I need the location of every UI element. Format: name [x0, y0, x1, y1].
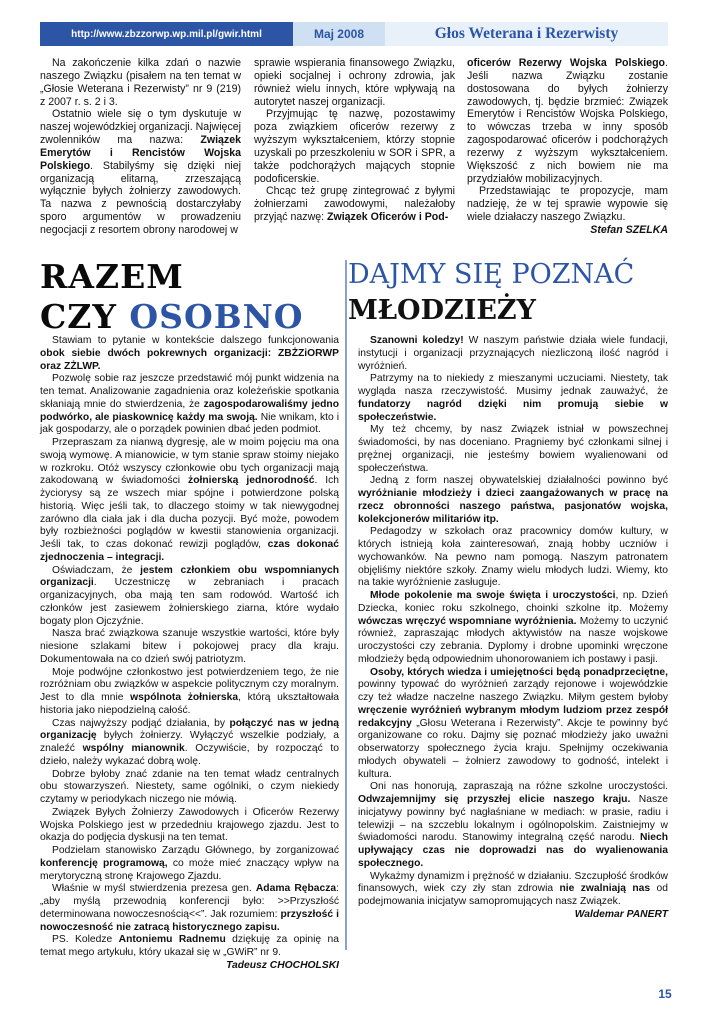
header-date: Maj 2008 — [293, 22, 385, 46]
paragraph: oficerów Rezerwy Wojska Polskiego. Jeśli nazwa Związku zostanie dostosowana do byłych żołnierzy zawodowych, tj. będzie brzmieć: Związek Emerytów i Rencistów Wojska Polskiego, to wówczas trzeba w inny sposób zagospodarować oficerów i podchorążych rezerwy z wyższym wykształceniem. Większość z nich bowiem nie ma przydziałów mobilizacyjnych. — [467, 57, 668, 185]
paragraph: Osoby, których wiedza i umiejętności będą ponadprzeciętne, powinny typować do wyróżnień zarządy rejonowe i wojewódzkie czy też władze naczelne naszego Związku. Miłym gestem byłoby wręczenie wyróżnień wybranym młodym ludziom przez zespół redakcyjny „Głosu Weterana i Rezerwisty”. Akcje te powinny być organizowane co roku. Dajmy się poznać młodzieży jako uważni obserwatorzy społecznego życia kraju. Spełnijmy oczekiwania młodych obywateli – żołnierz zawodowy to godność, intelekt i kultura. — [358, 666, 668, 780]
paragraph: Oni nas honorują, zapraszają na różne szkolne uroczystości. Odwzajemnijmy się przyszłej elicie naszego kraju. Nasze inicjatywy powinny być nagłaśniane w mediach: w prasie, radiu i telewizji – na szczeblu lokalnym i ogólnopolskim. Zaistniejmy w świadomości narodu. Stanowimy integralną część narodu. Niech upływający czas nie doprowadzi nas do wyalienowania społecznego. — [358, 781, 668, 869]
top-column-2 — [254, 57, 455, 224]
paragraph: Czas najwyższy podjąć działania, by połączyć nas w jedną organizację byłych żołnierzy. Wyłączyć wszelkie podziały, a znaleźć wspólny mianownik. Oczywiście, by rozpocząć to dzieło, należy wykazać dobrą wolę. — [40, 717, 340, 767]
author-signature: Tadeusz CHOCHOLSKI — [226, 959, 339, 971]
left-article-body — [40, 335, 339, 973]
page-header — [40, 22, 668, 46]
column-divider — [345, 260, 347, 950]
paragraph: Pozwolę sobie raz jeszcze przedstawić mój punkt widzenia na ten temat. Analizowanie zagadnienia oraz koleżeńskie spotkania skłaniają mnie do stwierdzenia, że zagospodarowaliśmy jedno podwórko, ale piaskownicę każdy ma swoją. Nie wnikam, kto i jak gospodarzy, ale o porządek powinien dbać jeden podmiot. — [40, 373, 340, 436]
right-article-body — [358, 335, 668, 922]
title-line: DAJMY SIĘ POZNAĆ — [348, 259, 635, 290]
paragraph: Właśnie w myśl stwierdzenia prezesa gen. Adama Rębacza: „aby myślą przewodnią konferencji było: >>Przyszłość determinowana nowoczesnością<<”. Jak rozumiem: przyszłość i nowoczesność nie zatracą historycznego zapisu. — [40, 883, 339, 933]
left-article-title — [40, 257, 340, 337]
header-url[interactable]: http://www.zbzzorwp.wp.mil.pl/gwir.html — [40, 22, 293, 46]
title-line: CZY OSOBNO — [40, 297, 304, 336]
author-signature: Stefan SZELKA — [590, 223, 668, 236]
author-signature: Waldemar PANERT — [574, 908, 668, 920]
paragraph: sprawie wspierania finansowego Związku, opieki socjalnej i ochrony zdrowia, jak również wielu innych, które wpływają na autorytet naszej organizacji. — [254, 57, 455, 108]
paragraph: Przyjmując tę nazwę, pozostawimy poza związkiem oficerów rezerwy z wyższym wykształceniem, którzy stopnie uzyskali po przeszkoleniu w SOR i SPR, a także podchorążych mających stopnie podoficerskie. — [254, 108, 455, 185]
paragraph: Związek Byłych Żołnierzy Zawodowych i Oficerów Rezerwy Wojska Polskiego jest w przededniu krajowego zjazdu. Jest to okazja do podjęcia dyskusji na ten temat. — [40, 806, 339, 844]
paragraph: Przedstawiając te propozycje, mam nadzieję, że w tej sprawie wypowie się wiele działaczy naszego Związku. — [467, 185, 668, 224]
paragraph: Stawiam to pytanie w kontekście dalszego funkcjonowania obok siebie dwóch pokrewnych organizacji: ZBŻZiORWP oraz ZŻLWP. — [40, 335, 339, 372]
paragraph: Oświadczam, że jestem członkiem obu wspomnianych organizacji. Uczestniczę w zebraniach i pracach organizacyjnych, oba mają ten sam rodowód. Wartość ich członków jest zasiewem żołnierskiego ziarna, które wydało bogaty plon Ojczyźnie. — [40, 564, 339, 627]
paragraph: Nasza brać związkowa szanuje wszystkie wartości, które były niesione szlakami bitew i pokojowej pracy dla kraju. Dokumentowała na co dzień swój patriotyzm. — [40, 628, 339, 665]
paragraph: Szanowni koledzy! W naszym państwie działa wiele fundacji, instytucji i organizacji przyznających niezliczoną ilość nagród i wyróżnień. — [358, 335, 668, 372]
paragraph: Patrzymy na to niekiedy z mieszanymi uczuciami. Niestety, tak wygląda nasza rzeczywistość. Musimy jednak zauważyć, że fundatorzy nagród dzięki nim promują siebie w społeczeństwie. — [358, 373, 668, 423]
top-column-3 — [467, 57, 668, 237]
paragraph: Ostatnio wiele się o tym dyskutuje w naszej wojewódzkiej organizacji. Najwięcej zwolenników ma nazwa: Związek Emerytów i Rencistów Wojska Polskiego. Stabilyśmy się dzięki niej organizacją elitarną, zrzeszającą wyłącznie byłych żołnierzy zawodowych. Ta nazwa z pewnością dostarczyłaby sporo argumentów w prowadzeniu negocjacji z resortem obrony narodowej w — [40, 108, 241, 236]
paragraph: Młode pokolenie ma swoje święta i uroczystości, np. Dzień Dziecka, koniec roku szkolnego, choinki szkolne itp. Możemy wówczas wręczyć wspomniane wyróżnienia. Możemy to uczynić również, zapraszając młodych aktywistów na nasze wojskowe uroczystości czy zebrania. Dyplomy i drobne upominki wręczone młodzieży będą odpowiednim uhonorowaniem ich postawy i pasji. — [358, 590, 668, 665]
title-line: RAZEM — [40, 257, 184, 296]
paragraph: Na zakończenie kilka zdań o nazwie naszego Związku (pisałem na ten temat w „Głosie Weterana i Rezerwisty” nr 9 (219) z 2007 r. s. 2 i 3. — [40, 57, 241, 108]
paragraph: Dobrze byłoby znać zdanie na ten temat władz centralnych obu stowarzyszeń. Niestety, same ogólniki, o czym niekiedy czytamy w periodykach niczego nie mówią. — [40, 768, 339, 805]
paragraph: Wykażmy dynamizm i prężność w działaniu. Szczupłość środków finansowych, wiek czy zły stan zdrowia nie zwalniają nas od podejmowania inicjatyw samopromujących nasz Związek. — [358, 870, 668, 907]
paragraph: Pedagodzy w szkołach oraz pracownicy domów kultury, w których istnieją koła zainteresowań, znają hobby uczniów i wychowanków. Na pewno nam pomogą. Naszym patronatem objęliśmy niektóre szkoły. Znamy wielu młodych ludzi. Wiemy, kto na takie wyróżnienie zasługuje. — [358, 526, 668, 589]
top-column-1 — [40, 57, 241, 237]
paragraph: Moje podwójne członkostwo jest potwierdzeniem tego, że nie rozróżniam obu związków w aspekcie politycznym czy moralnym. Jest to dla mnie wspólnota żołnierska, którą ukształtowała historia jako niepodzielną całość. — [40, 666, 339, 716]
page-number: 15 — [658, 987, 672, 1001]
paragraph: Chcąc też grupę zintegrować z byłymi żołnierzami zawodowymi, należałoby przyjąć nazwę: Związek Oficerów i Pod- — [254, 185, 455, 224]
paragraph: My też chcemy, by nasz Związek istniał w powszechnej świadomości, by nas doceniano. Pragniemy być członkami silnej i prężnej organizacji, nie jesteśmy bowiem wyalienowani od społeczeństwa. — [358, 424, 668, 474]
paragraph: Podzielam stanowisko Zarządu Głównego, by zorganizować konferencję programową, co może mieć znaczący wpływ na merytoryczną stronę Krajowego Zjazdu. — [40, 845, 340, 882]
title-line: MŁODZIEŻY — [348, 295, 536, 326]
paragraph: Przepraszam za nianwą dygresję, ale w moim pojęciu ma ona swoją wymowę. A mianowicie, w tym stanie spraw stoimy niejako w rozkroku. Otóż wszyscy członkowie obu tych organizacji mają zakodowaną w świadomości żołnierską jednorodność. Ich życiorysy są ze wszech miar spójne i potwierdzone polską historią. Więc jeśli tak, to dlaczego stoimy w tak niewygodnej zarówno dla ciała jak i dla ducha pozycji. Być może, powodem były rozbieżności poglądów w kwestii stanowienia organizacji. Jeśli tak, to czas dokonać rewizji poglądów, czas dokonać zjednoczenia – integracji. — [40, 437, 340, 563]
paragraph: PS. Koledze Antoniemu Radnemu dziękuję za opinię na temat mego artykułu, który ukazał się w „GWiR” nr 9. — [40, 934, 339, 958]
right-article-title — [348, 257, 670, 329]
header-magazine-title: Głos Weterana i Rezerwisty — [385, 22, 668, 46]
paragraph: Jedną z form naszej obywatelskiej działalności powinno być wyróżnianie młodzieży i dzieci zaangażowanych w pracę na rzecz obronności naszego państwa, pasjonatów wojska, kolekcjonerów militariów itp. — [358, 475, 668, 525]
